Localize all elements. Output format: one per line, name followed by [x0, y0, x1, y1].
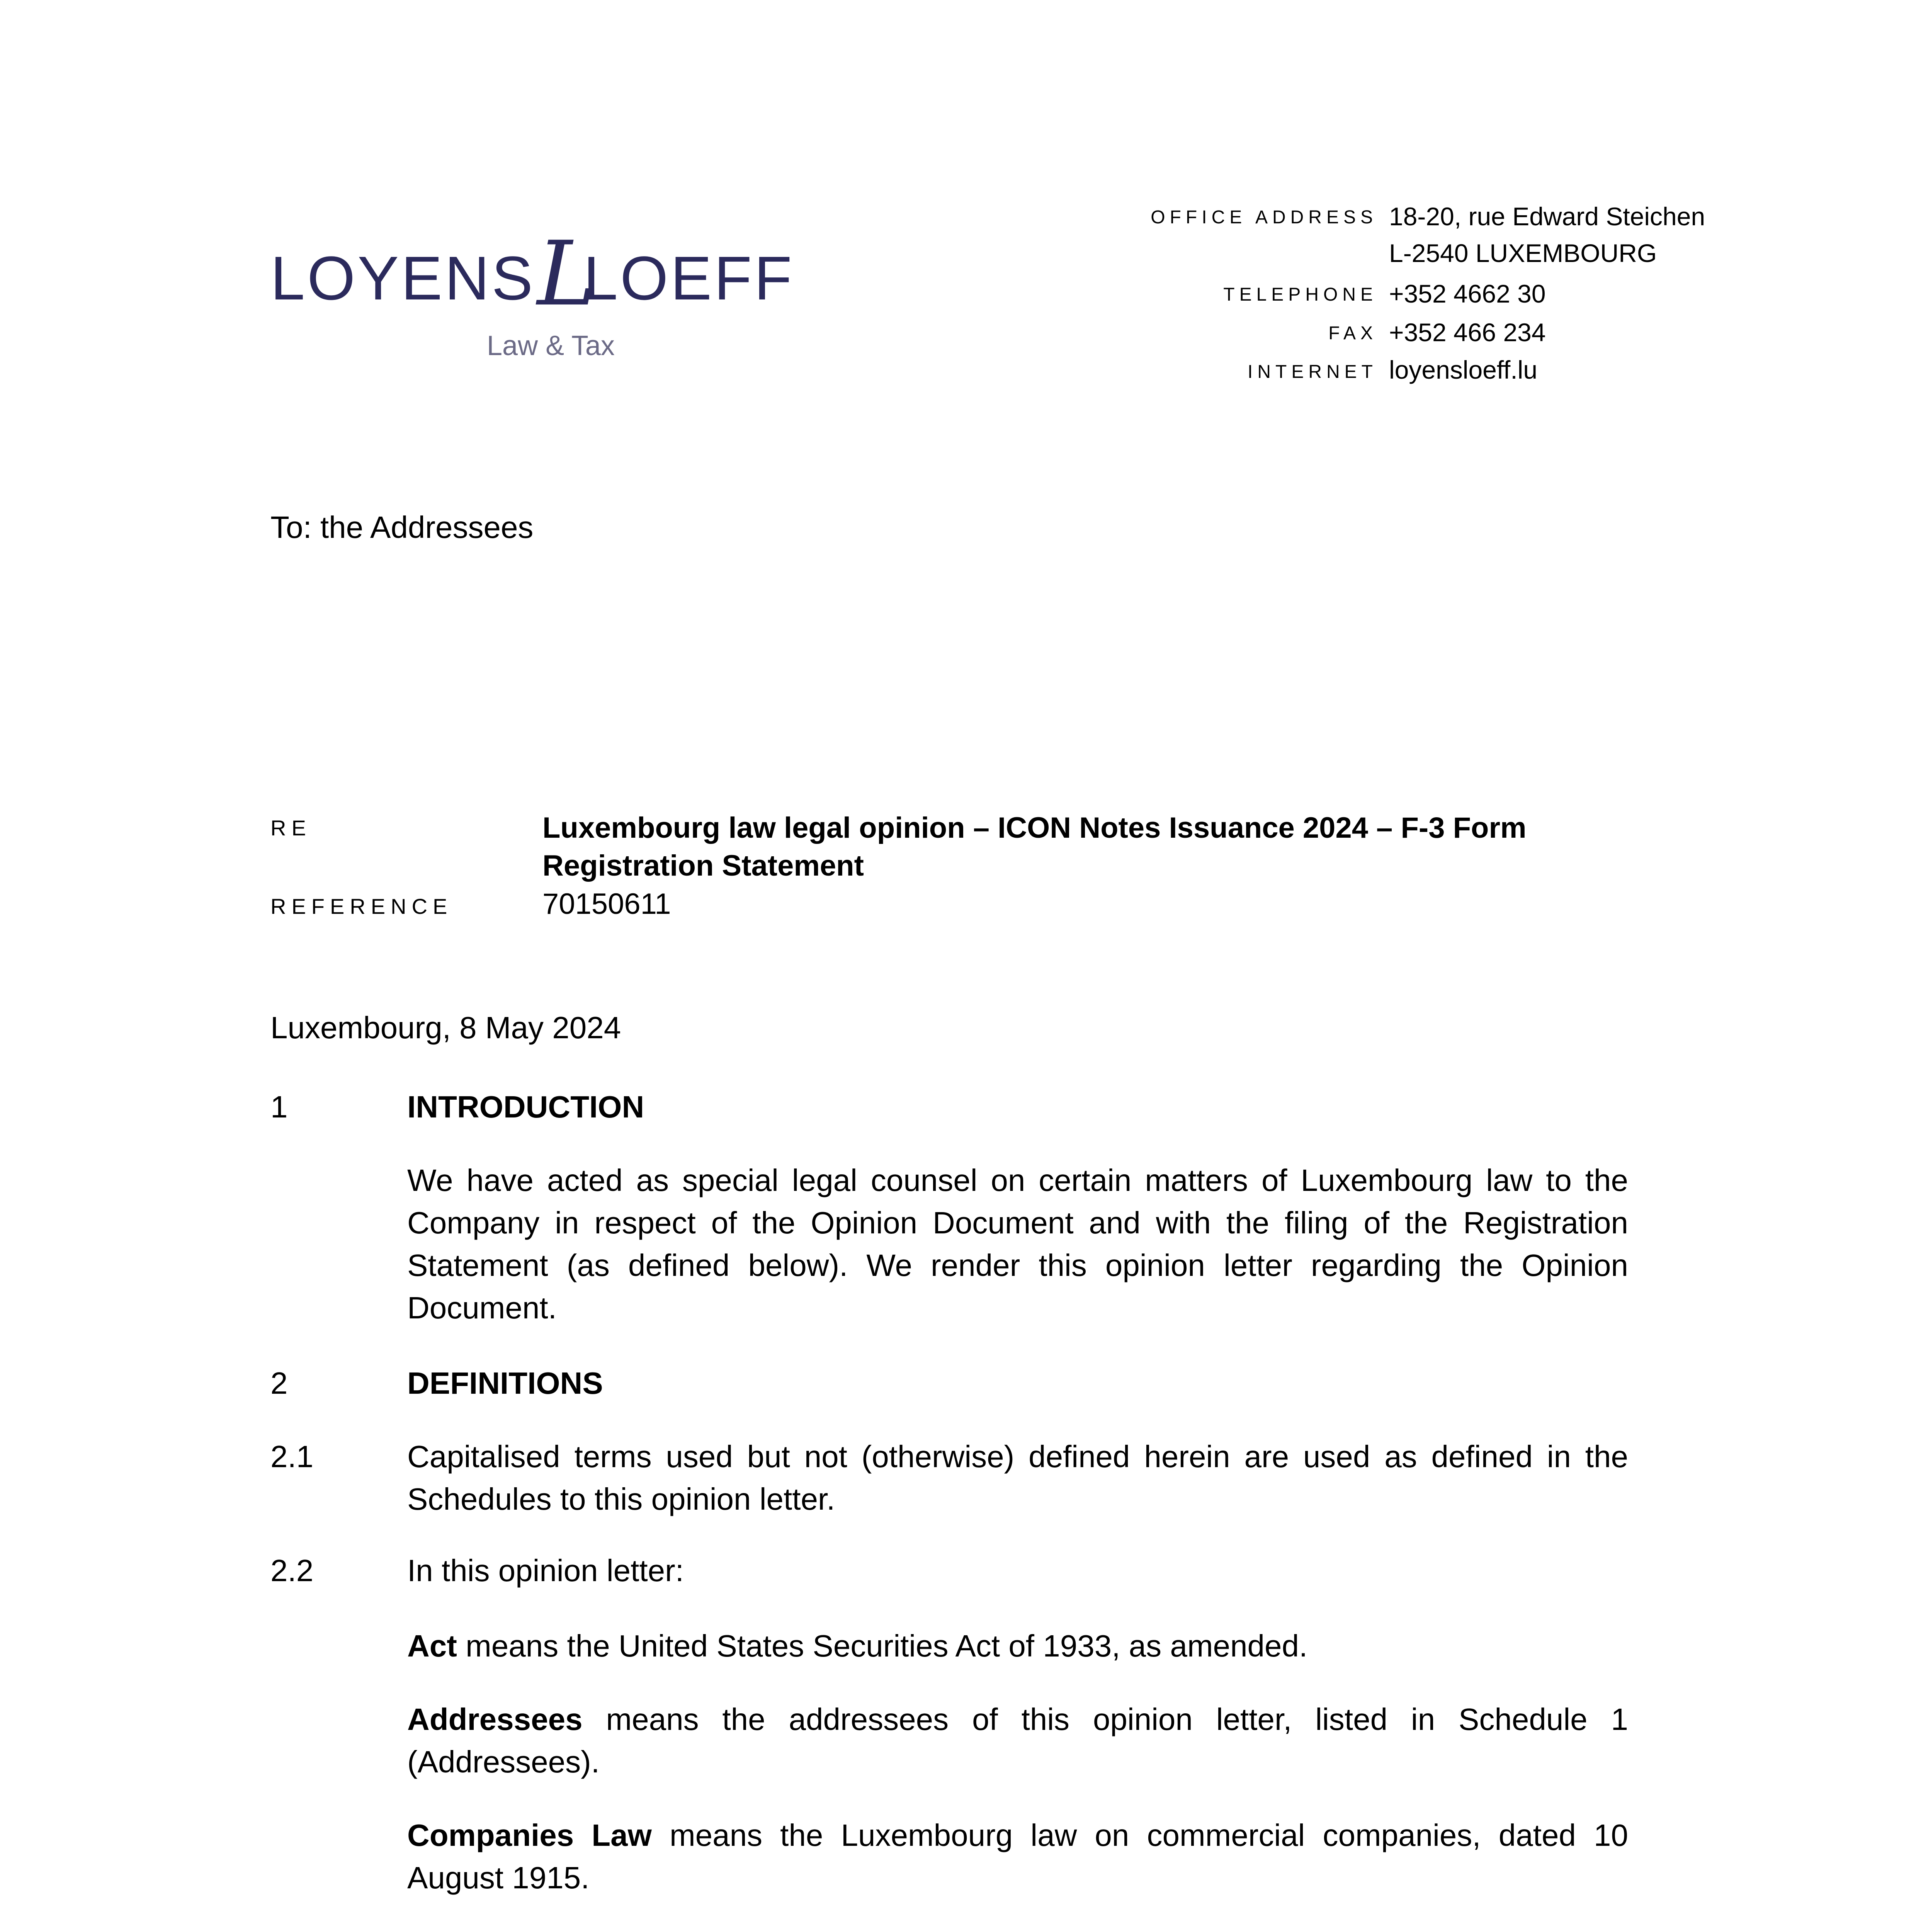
logo-monogram: L [537, 223, 596, 326]
definition-companies-law [407, 1814, 1628, 1899]
internet-link[interactable]: loyensloeff.lu [1389, 355, 1538, 384]
definition-act [407, 1625, 1628, 1667]
fax-value: +352 466 234 [1389, 318, 1546, 347]
definition-company [407, 1930, 1628, 1932]
telephone-value: +352 4662 30 [1389, 279, 1546, 308]
logo-right-word: LOEFF [583, 243, 794, 313]
re-subject-line1: Luxembourg law legal opinion – ICON Notes Issuance 2024 – F-3 Form [542, 811, 1527, 844]
clause-2-2-number: 2.2 [270, 1553, 314, 1588]
company-logo [270, 223, 794, 367]
re-subject-line2: Registration Statement [542, 849, 864, 882]
reference-label: REFERENCE [270, 894, 453, 918]
clause-2-1-number: 2.1 [270, 1439, 314, 1474]
logo-tagline: Law & Tax [487, 330, 615, 361]
definition-body: means the Luxembourg law on commercial companies, dated 10 August 1915. [407, 1818, 1628, 1895]
definition-body: means the addressees of this opinion letter, listed in Schedule 1 (Addressees). [407, 1702, 1628, 1779]
office-address-label: OFFICE ADDRESS [1151, 207, 1377, 228]
clause-2-1-text: Capitalised terms used but not (otherwise) defined herein are used as defined in the Schedules to this opinion letter. [407, 1439, 1628, 1516]
section-2-number: 2 [270, 1366, 288, 1400]
logo-left-word: LOYENS [270, 243, 536, 313]
definition-term: Act [407, 1629, 457, 1663]
reference-number: 70150611 [542, 888, 671, 920]
definition-term: Addressees [407, 1702, 583, 1736]
fax-label: FAX [1328, 323, 1377, 344]
clause-2-2-text: In this opinion letter: [407, 1553, 684, 1588]
introduction-paragraph: We have acted as special legal counsel on certain matters of Luxembourg law to the Company in respect of the Opinion Document and with the filing of the Registration Statement (as defined below). We render this opinion letter regarding the Opinion Document. [407, 1163, 1628, 1325]
re-label: RE [270, 816, 311, 840]
definition-body: means the United States Securities Act of 1933, as amended. [457, 1629, 1308, 1663]
definition-term: Companies Law [407, 1818, 652, 1852]
letter-date: Luxembourg, 8 May 2024 [270, 1010, 621, 1045]
telephone-label: TELEPHONE [1223, 284, 1377, 305]
section-1-number: 1 [270, 1090, 288, 1124]
internet-label: INTERNET [1248, 362, 1377, 382]
office-address-line1: 18-20, rue Edward Steichen [1389, 202, 1705, 231]
definition-addressees [407, 1698, 1628, 1783]
addressee-line: To: the Addressees [270, 510, 534, 544]
office-address-line2: L-2540 LUXEMBOURG [1389, 239, 1657, 267]
section-2-title: DEFINITIONS [407, 1366, 603, 1400]
section-1-title: INTRODUCTION [407, 1090, 644, 1124]
